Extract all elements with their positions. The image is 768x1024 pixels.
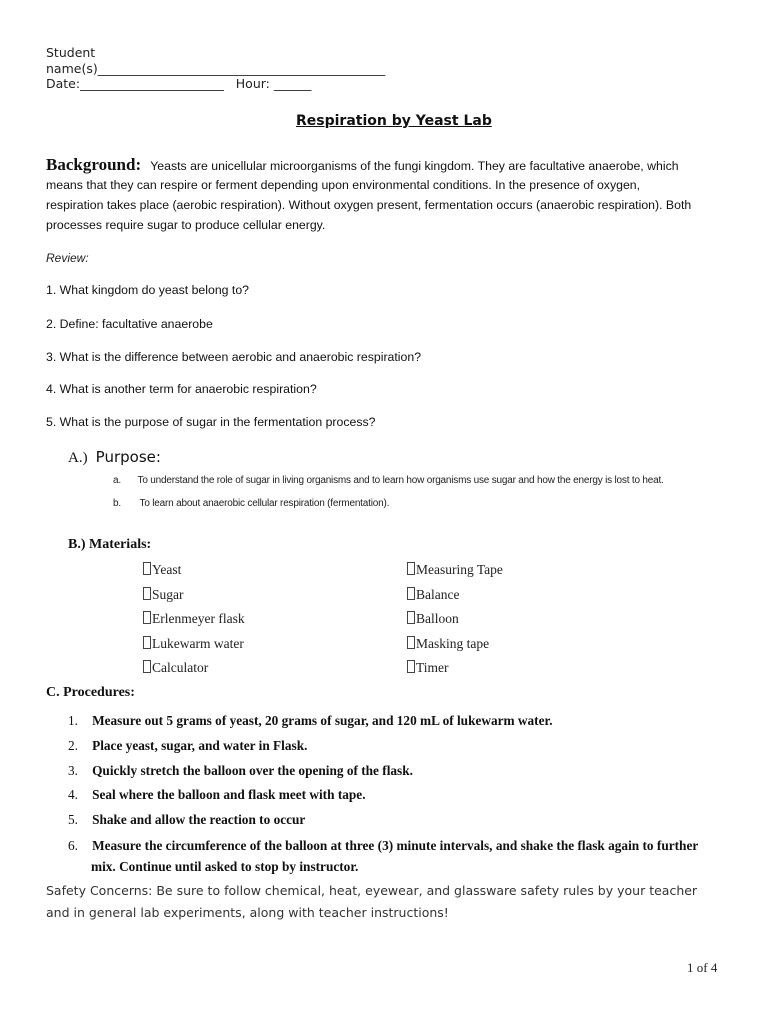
- checkbox-icon[interactable]: [143, 611, 151, 624]
- review-label: Review:: [46, 251, 89, 265]
- student-label: Student: [46, 45, 96, 60]
- checkbox-icon[interactable]: [143, 562, 151, 575]
- page-number: 1 of 4: [687, 960, 718, 975]
- purpose-marker-b: b.: [113, 498, 121, 509]
- material-measuring-tape: Measuring Tape: [407, 562, 503, 578]
- material-timer: Timer: [407, 660, 449, 676]
- procedure-step-6: 6. Measure the circumference of the balloon at three (3) minute intervals, and shake the flask again to further: [68, 838, 699, 853]
- material-balance: Balance: [407, 587, 459, 603]
- safety-line-2: and in general lab experiments, along with teacher instructions!: [46, 905, 449, 920]
- purpose-text-b: To learn about anaerobic cellular respiration (fermentation).: [139, 498, 390, 509]
- checkbox-icon[interactable]: [407, 611, 415, 624]
- procedure-step-1: 1. Measure out 5 grams of yeast, 20 grams of sugar, and 120 mL of lukewarm water.: [68, 713, 553, 728]
- materials-heading: B.) Materials:: [68, 537, 152, 552]
- checkbox-icon[interactable]: [407, 562, 415, 575]
- background-line-2: means that they can respire or ferment depending upon environmental conditions. In the presence of oxygen,: [46, 178, 641, 192]
- material-sugar: Sugar: [143, 587, 184, 603]
- checkbox-icon[interactable]: [407, 660, 415, 673]
- checkbox-icon[interactable]: [407, 636, 415, 649]
- purpose-marker: A.): [68, 450, 88, 466]
- checkbox-icon[interactable]: [143, 660, 151, 673]
- review-question-4: 4. What is another term for anaerobic respiration?: [46, 382, 317, 396]
- purpose-text-a: To understand the role of sugar in living organisms and to learn how organisms use sugar and how the energy is lost to heat.: [137, 475, 664, 486]
- date-field[interactable]: [46, 76, 311, 91]
- safety-line-1: Safety Concerns: Be sure to follow chemical, heat, eyewear, and glassware safety rules by your teacher: [46, 883, 698, 898]
- background-heading: Background:: [46, 155, 142, 174]
- material-erlenmeyer-flask: Erlenmeyer flask: [143, 611, 245, 627]
- checkbox-icon[interactable]: [143, 587, 151, 600]
- background-line-4: processes require sugar to produce cellular energy.: [46, 218, 326, 232]
- review-question-2: 2. Define: facultative anaerobe: [46, 317, 213, 331]
- material-balloon: Balloon: [407, 611, 459, 627]
- purpose-marker-a: a.: [113, 475, 121, 486]
- hour-line: Hour: ______: [235, 76, 312, 91]
- material-masking-tape: Masking tape: [407, 636, 489, 652]
- student-names-field[interactable]: name(s)______________________________________________: [46, 61, 386, 76]
- procedure-step-5: 5. Shake and allow the reaction to occur: [68, 812, 306, 827]
- review-question-5: 5. What is the purpose of sugar in the fermentation process?: [46, 415, 376, 429]
- review-question-1: 1. What kingdom do yeast belong to?: [46, 283, 250, 297]
- background-line-1: Yeasts are unicellular microorganisms of the fungi kingdom. They are facultative anaerobe, which: [150, 159, 679, 173]
- procedure-step-4: 4. Seal where the balloon and flask meet with tape.: [68, 787, 366, 802]
- material-calculator: Calculator: [143, 660, 208, 676]
- background-line-3: respiration takes place (aerobic respiration). Without oxygen present, fermentation occurs (anaerobic respiration). Both: [46, 198, 692, 212]
- background-section: [46, 155, 679, 175]
- purpose-title: Purpose:: [95, 448, 161, 466]
- procedure-step-6-continued: mix. Continue until asked to stop by instructor.: [91, 859, 359, 874]
- material-yeast: Yeast: [143, 562, 181, 578]
- date-line: Date:_______________________: [46, 76, 224, 91]
- procedures-heading: C. Procedures:: [46, 685, 135, 700]
- procedure-step-2: 2. Place yeast, sugar, and water in Flask.: [68, 738, 308, 753]
- checkbox-icon[interactable]: [143, 636, 151, 649]
- purpose-item-b: [113, 498, 389, 509]
- purpose-item-a: [113, 475, 664, 486]
- checkbox-icon[interactable]: [407, 587, 415, 600]
- procedure-step-3: 3. Quickly stretch the balloon over the opening of the flask.: [68, 763, 413, 778]
- purpose-heading: [68, 447, 161, 467]
- review-question-3: 3. What is the difference between aerobic and anaerobic respiration?: [46, 350, 422, 364]
- page-title: Respiration by Yeast Lab: [296, 113, 492, 129]
- material-lukewarm-water: Lukewarm water: [143, 636, 244, 652]
